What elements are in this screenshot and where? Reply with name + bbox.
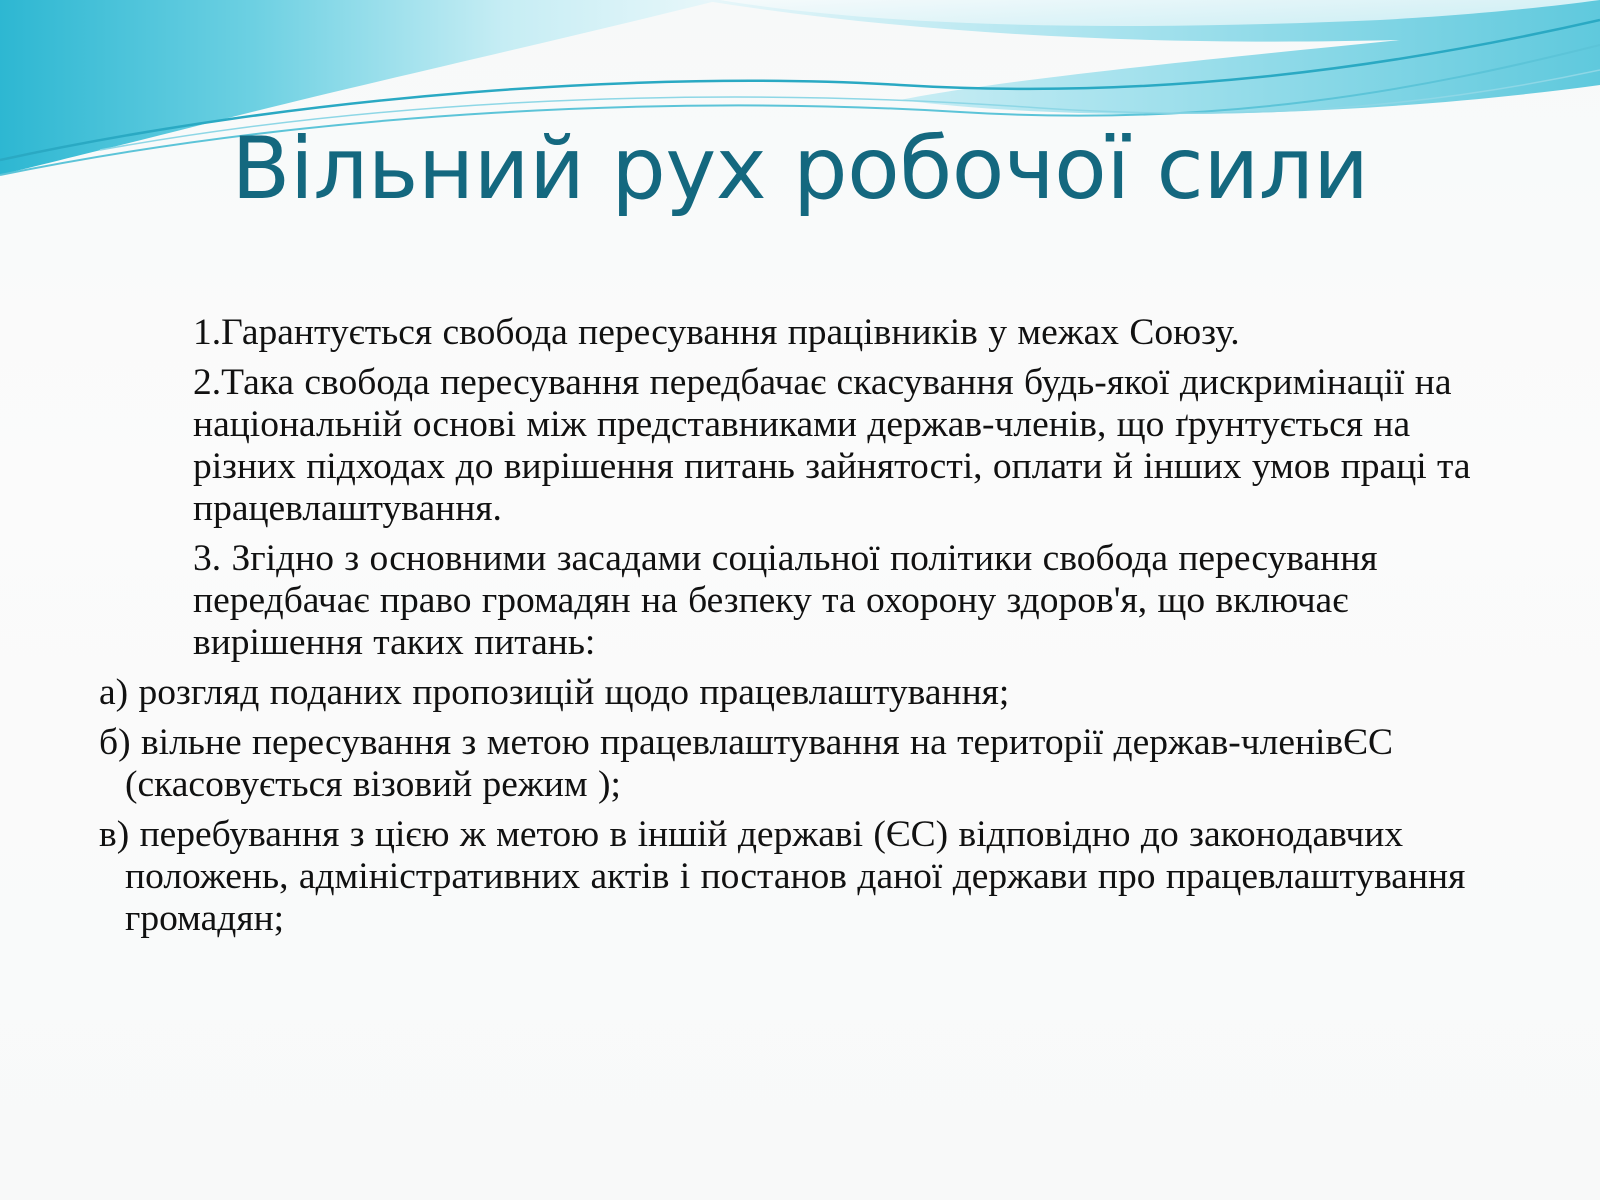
slide-title: Вільний рух робочої сили: [231, 119, 1369, 219]
sub-item-a: а) розгляд поданих пропозицій щодо працевлаштування;: [99, 672, 1010, 713]
sub-item-c: в) перебування з цією ж метою в іншій державі (ЄС) відповідно до законодавчих положень, адміністративних актів і постанов даної держави про працевлаштування громадян;: [99, 814, 1466, 939]
sub-item-b: б) вільне пересування з метою працевлаштування на території держав-членівЄС (скасовується візовий режим );: [99, 722, 1393, 805]
slide-body: [0, 312, 1600, 948]
paragraph-1: 1.Гарантується свобода пересування працівників у межах Союзу.: [193, 312, 1240, 353]
paragraph-3: 3. Згідно з основними засадами соціальної політики свобода пересування передбачає право громадян на безпеку та охорону здоров'я, що включає вирішення таких питань:: [193, 538, 1378, 663]
paragraph-2: 2.Така свобода пересування передбачає скасування будь-якої дискримінації на національній основі між представниками держав-членів, що ґрунтується на різних підходах до вирішення питань зайнятості, оплати й інших умов праці та працевлаштування.: [193, 362, 1471, 529]
